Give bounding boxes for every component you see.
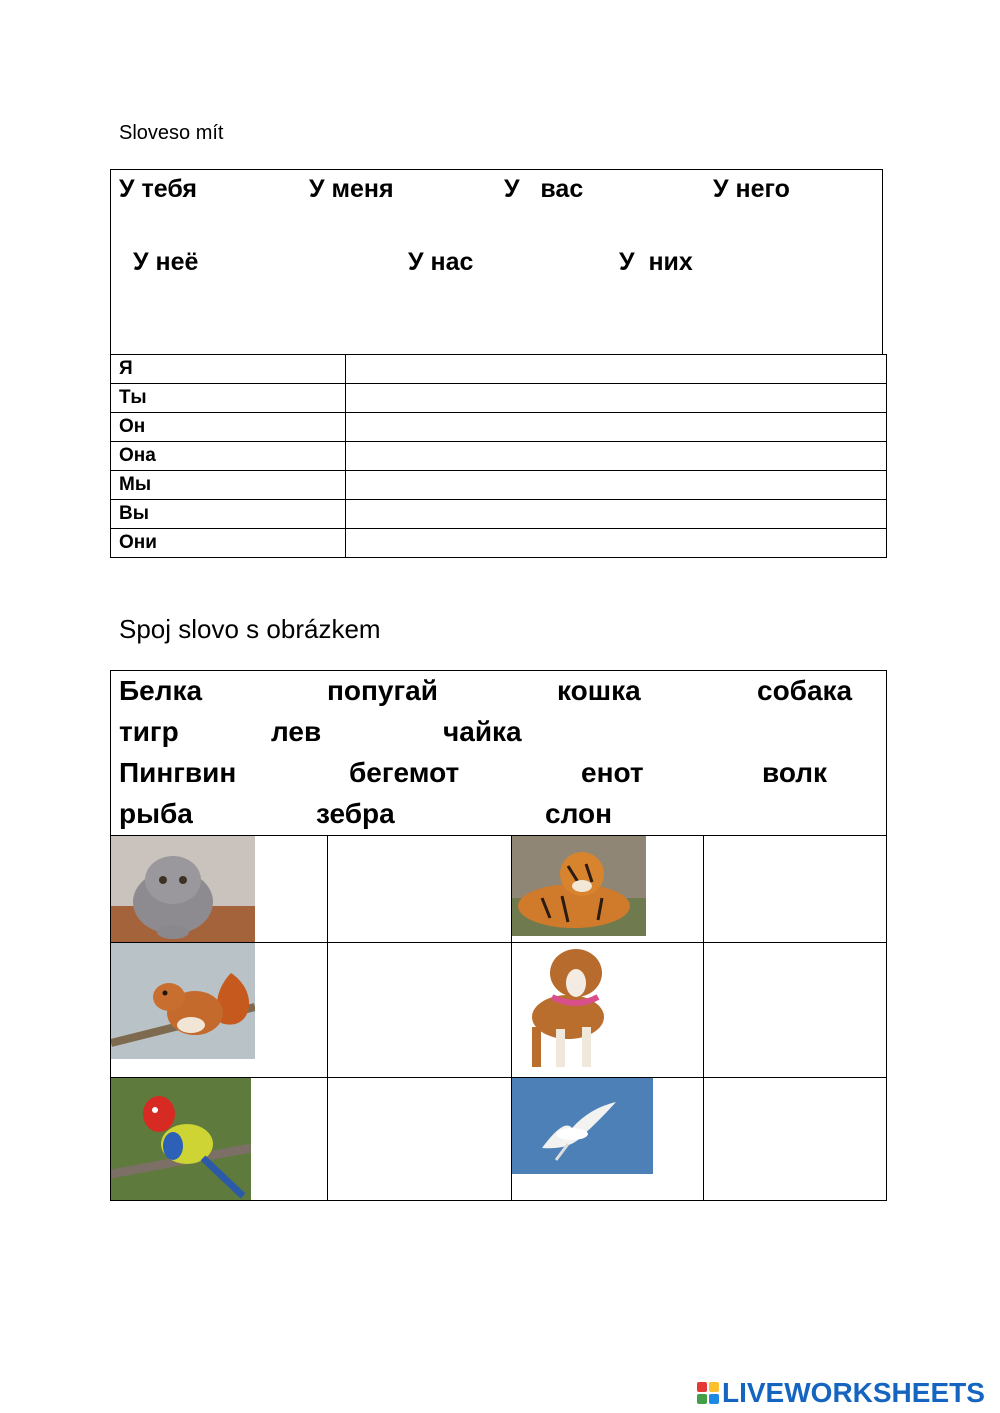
- possessive-forms-box: [110, 169, 883, 355]
- answer-cell[interactable]: [328, 1078, 511, 1201]
- answer-cell[interactable]: [346, 442, 887, 471]
- animal-word: Пингвин: [119, 757, 237, 788]
- table-row: [111, 1078, 887, 1201]
- picture-cell: [511, 836, 703, 943]
- possessive-word: У тебя: [119, 175, 198, 203]
- animal-word: рыба: [119, 798, 193, 829]
- possessive-word: У меня: [309, 175, 394, 203]
- squirrel-photo: [111, 943, 255, 1059]
- section-title-match: Spoj slovo s obrázkem: [119, 614, 381, 644]
- animal-word: чайка: [443, 716, 522, 747]
- animal-word: волк: [762, 757, 828, 788]
- possessive-word: У нас: [408, 248, 474, 276]
- picture-cell: [511, 1078, 703, 1201]
- pronoun-cell: Мы: [111, 471, 346, 500]
- picture-cell: [111, 1078, 328, 1201]
- answer-cell[interactable]: [346, 471, 887, 500]
- picture-cell: [111, 836, 328, 943]
- animal-word: тигр: [119, 716, 179, 747]
- answer-cell[interactable]: [346, 384, 887, 413]
- logo-text: LIVEWORKSHEETS: [722, 1377, 985, 1408]
- pronoun-cell: Он: [111, 413, 346, 442]
- animal-word: зебра: [316, 798, 395, 829]
- pronoun-cell: Она: [111, 442, 346, 471]
- seagull-photo: [512, 1078, 653, 1174]
- section-title-verb: Sloveso mít: [119, 122, 224, 144]
- answer-cell[interactable]: [703, 836, 886, 943]
- answer-cell[interactable]: [346, 500, 887, 529]
- animal-word: собака: [757, 675, 853, 706]
- table-row: [111, 355, 887, 384]
- animal-word: слон: [545, 798, 613, 829]
- pronoun-cell: Ты: [111, 384, 346, 413]
- conjugation-table: [110, 354, 887, 558]
- animal-words-box: [110, 670, 887, 836]
- picture-table: [110, 835, 887, 1201]
- table-row: [111, 413, 887, 442]
- pronoun-cell: Вы: [111, 500, 346, 529]
- answer-cell[interactable]: [328, 836, 511, 943]
- answer-cell[interactable]: [703, 943, 886, 1078]
- tiger-photo: [512, 836, 646, 936]
- picture-cell: [111, 943, 328, 1078]
- possessive-word: У вас: [504, 175, 584, 203]
- table-row: [111, 384, 887, 413]
- pronoun-cell: Они: [111, 529, 346, 558]
- possessive-word: У неё: [133, 248, 199, 276]
- cat-photo: [111, 836, 255, 942]
- answer-cell[interactable]: [703, 1078, 886, 1201]
- possessive-word: У них: [619, 248, 693, 276]
- animal-word: бегемот: [349, 757, 460, 788]
- animal-word: енот: [581, 757, 644, 788]
- table-row: [111, 529, 887, 558]
- logo-icon: [697, 1382, 719, 1404]
- table-row: [111, 442, 887, 471]
- pronoun-cell: Я: [111, 355, 346, 384]
- picture-cell: [511, 943, 703, 1078]
- animal-word: лев: [271, 716, 322, 747]
- answer-cell[interactable]: [346, 413, 887, 442]
- table-row: [111, 471, 887, 500]
- animal-word: кошка: [557, 675, 641, 706]
- table-row: [111, 943, 887, 1078]
- animal-word: Белка: [119, 675, 203, 706]
- dog-photo: [512, 943, 632, 1077]
- answer-cell[interactable]: [328, 943, 511, 1078]
- answer-cell[interactable]: [346, 529, 887, 558]
- table-row: [111, 500, 887, 529]
- liveworksheets-logo: [697, 1378, 985, 1408]
- answer-cell[interactable]: [346, 355, 887, 384]
- parrot-photo: [111, 1078, 251, 1200]
- table-row: [111, 836, 887, 943]
- possessive-word: У него: [713, 175, 790, 203]
- animal-word: попугай: [327, 675, 438, 706]
